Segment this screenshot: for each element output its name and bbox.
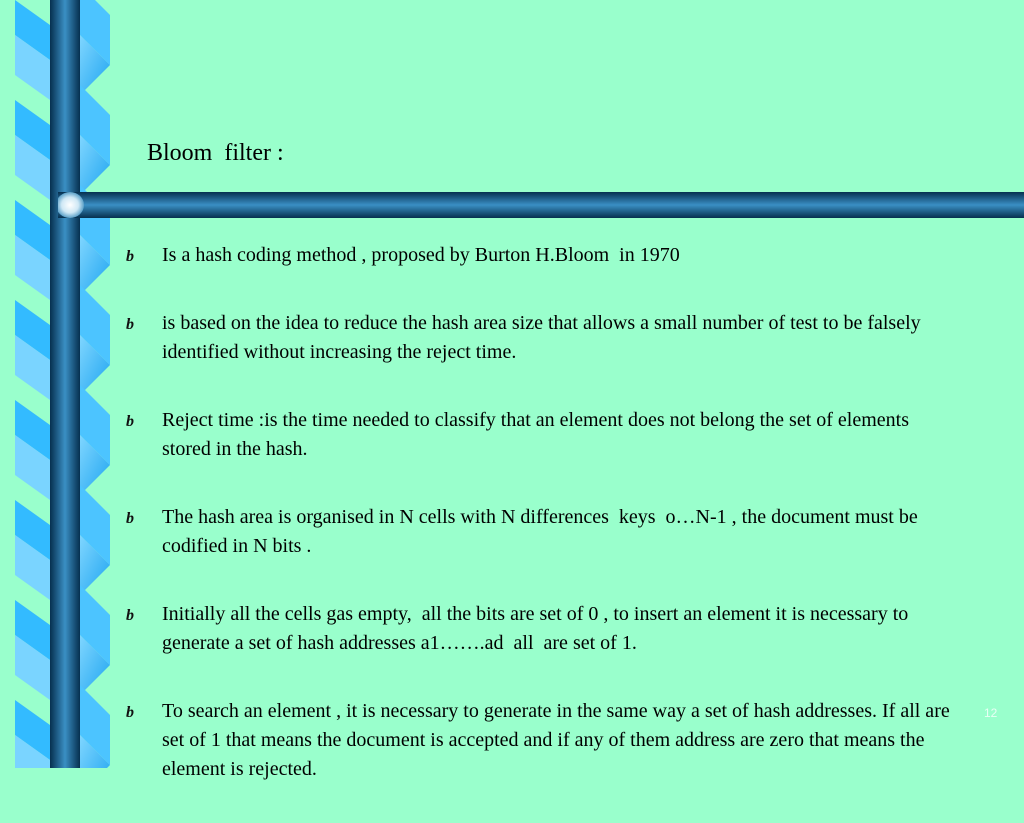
- bullet-item: [122, 697, 955, 784]
- bullet-marker: b: [126, 607, 134, 624]
- vertical-bar: [50, 0, 80, 768]
- bullet-text: is based on the idea to reduce the hash area size that allows a small number of test to be falsely identified without increasing the reject time.: [162, 312, 926, 363]
- left-ribbon-decoration: [0, 0, 115, 768]
- bullet-marker: b: [126, 704, 134, 721]
- page-number: 12: [984, 706, 998, 720]
- ribbon-front-segments: [80, 0, 110, 768]
- horizontal-divider-bar: [58, 190, 1024, 220]
- bullet-item: [122, 406, 952, 464]
- bullet-text: Initially all the cells gas empty, all the bits are set of 0 , to insert an element it is necessary to generate a set of hash addresses a1…….ad all are set of 1.: [162, 603, 914, 654]
- slide-title: Bloom filter :: [147, 140, 284, 166]
- bullet-item: [122, 309, 952, 367]
- bullet-marker: b: [126, 248, 134, 265]
- bullet-text: The hash area is organised in N cells with N differences keys o…N-1 , the document must be codified in N bits .: [162, 506, 923, 557]
- bullet-marker: b: [126, 413, 134, 430]
- bullet-text: Is a hash coding method , proposed by Burton H.Bloom in 1970: [162, 244, 680, 266]
- bullet-text: To search an element , it is necessary to generate in the same way a set of hash addresses. If all are set of 1 that means the document is accepted and if any of them address are zero that means the element is rejected.: [162, 700, 955, 780]
- bullet-text: Reject time :is the time needed to classify that an element does not belong the set of elements stored in the hash.: [162, 409, 915, 460]
- bullet-item: [122, 503, 952, 561]
- bullet-item: [122, 241, 952, 270]
- bullet-list: [122, 241, 955, 823]
- bullet-item: [122, 600, 952, 658]
- ribbon-segments: [15, 0, 50, 768]
- bullet-marker: b: [126, 510, 134, 527]
- bullet-marker: b: [126, 316, 134, 333]
